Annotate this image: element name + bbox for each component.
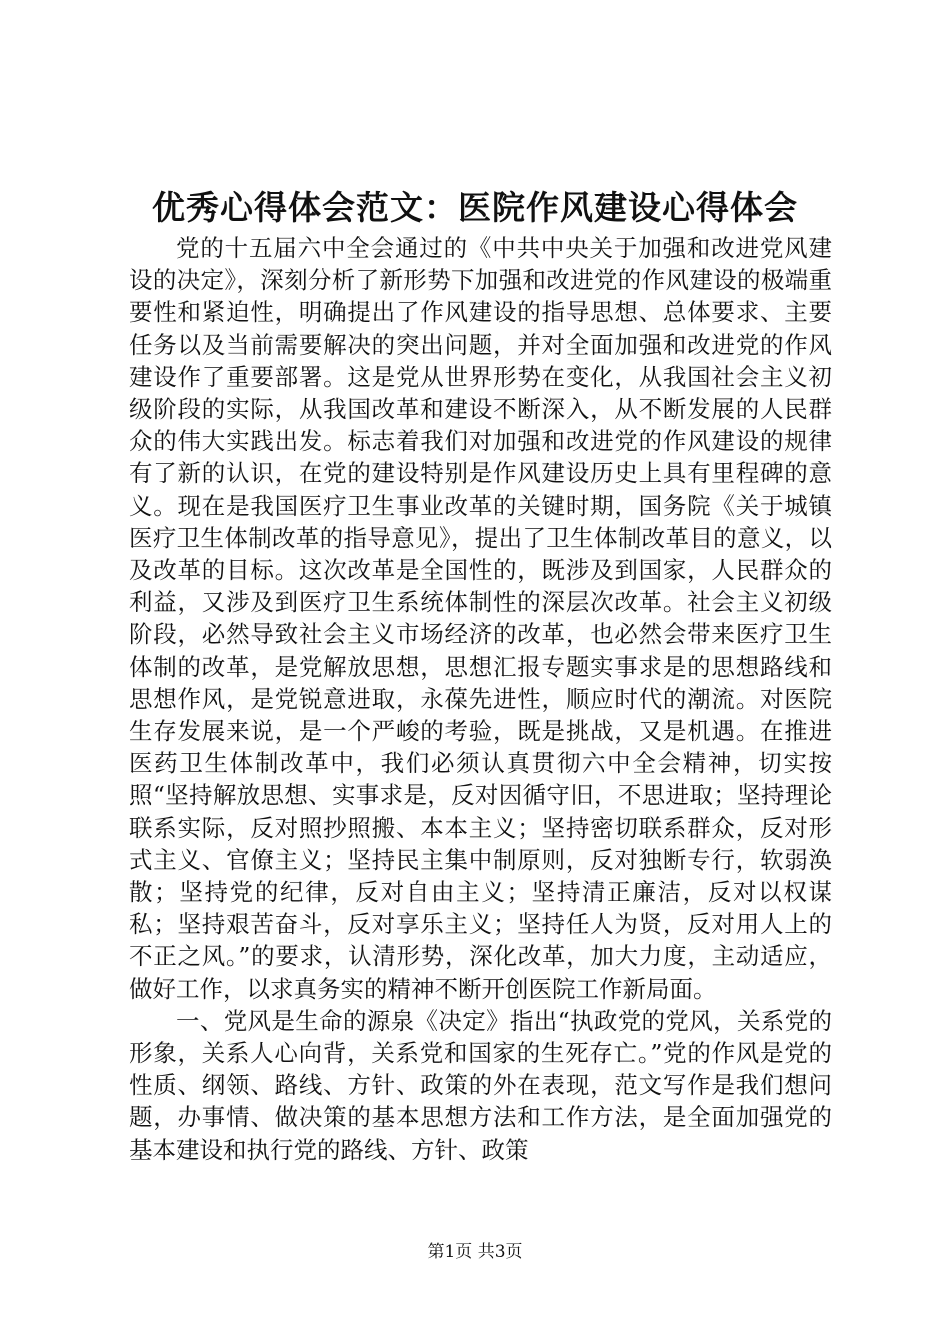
paragraph: 一、党风是生命的源泉《决定》指出“执政党的党风，关系党的形象，关系人心向背，关系党和国家的生死存亡。”党的作风是党的性质、纲领、路线、方针、政策的外在表现，范文写作是我们想问题，办事情、做决策的基本思想方法和工作方法，是全面加强党的基本建设和执行党的路线、方针、政策 xyxy=(129,1006,832,1164)
page-number-footer: 第1页 共3页 xyxy=(427,1242,523,1262)
paragraph: 党的十五届六中全会通过的《中共中央关于加强和改进党风建设的决定》，深刻分析了新形势下加强和改进党的作风建设的极端重要性和紧迫性，明确提出了作风建设的指导思想、总体要求、主要任务以及当前需要解决的突出问题，并对全面加强和改进党的作风建设作了重要部署。这是党从世界形势在变化，从我国社会主义初级阶段的实际，从我国改革和建设不断深入，从不断发展的人民群众的伟大实践出发。标志着我们对加强和改进党的作风建设的规律有了新的认识，在党的建设特别是作风建设历史上具有里程碑的意义。现在是我国医疗卫生事业改革的关键时期，国务院《关于城镇医疗卫生体制改革的指导意见》，提出了卫生体制改革目的意义，以及改革的目标。这次改革是全国性的，既涉及到国家，人民群众的利益，又涉及到医疗卫生系统体制性的深层次改革。社会主义初级阶段，必然导致社会主义市场经济的改革，也必然会带来医疗卫生体制的改革，是党解放思想，思想汇报专题实事求是的思想路线和思想作风，是党锐意进取，永葆先进性，顺应时代的潮流。对医院生存发展来说，是一个严峻的考验，既是挑战，又是机遇。在推进医药卫生体制改革中，我们必须认真贯彻六中全会精神，切实按照“坚持解放思想、实事求是，反对因循守旧，不思进取；坚持理论联系实际，反对照抄照搬、本本主义；坚持密切联系群众，反对形式主义、官僚主义；坚持民主集中制原则，反对独断专行，软弱涣散；坚持党的纪律，反对自由主义；坚持清正廉洁，反对以权谋私；坚持艰苦奋斗，反对享乐主义；坚持任人为贤，反对用人上的不正之风。”的要求，认清形势，深化改革，加大力度，主动适应，做好工作，以求真务实的精神不断开创医院工作新局面。 xyxy=(129,234,832,1003)
document-body xyxy=(129,232,832,1166)
document-title: 优秀心得体会范文：医院作风建设心得体会 xyxy=(152,188,798,227)
